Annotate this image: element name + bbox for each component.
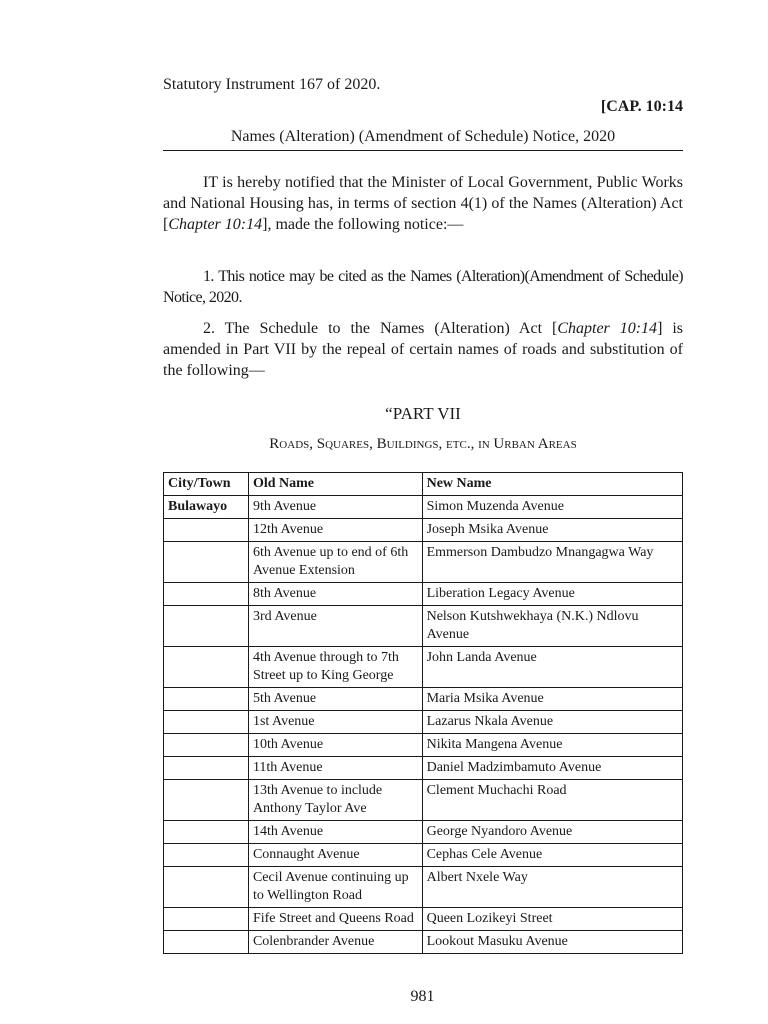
table-row: [164, 606, 683, 647]
cell-new-name: Joseph Msika Avenue: [422, 519, 682, 542]
cell-new-name: Liberation Legacy Avenue: [422, 583, 682, 606]
citation-text: 1. This notice may be cited as the Names (Alteration)(Amendment of Schedule) Notice, 2020.: [163, 268, 683, 306]
cell-old-name: Cecil Avenue continuing up to Wellington Road: [248, 867, 422, 908]
table-row: [164, 496, 683, 519]
header-old-name: Old Name: [248, 473, 422, 496]
cell-old-name: 5th Avenue: [248, 688, 422, 711]
table-row: [164, 821, 683, 844]
cell-new-name: Nikita Mangena Avenue: [422, 734, 682, 757]
table-row: [164, 647, 683, 688]
part-subheading: Roads, Squares, Buildings, etc., in Urban Areas: [269, 436, 577, 452]
header-city-town: City/Town: [164, 473, 249, 496]
table-row: [164, 780, 683, 821]
amendment-text-b: ] is amended in Part VII by the repeal of certain names of roads and substitution of the following—: [163, 320, 684, 379]
cell-city-town: [164, 780, 249, 821]
table-row: [164, 931, 683, 954]
cell-old-name: 3rd Avenue: [248, 606, 422, 647]
cell-city-town: [164, 647, 249, 688]
cell-new-name: Daniel Madzimbamuto Avenue: [422, 757, 682, 780]
cell-new-name: Queen Lozikeyi Street: [422, 908, 682, 931]
notice-title: Names (Alteration) (Amendment of Schedule) Notice, 2020: [230, 128, 616, 145]
cell-new-name: Emmerson Dambudzo Mnangagwa Way: [422, 542, 682, 583]
cell-new-name: John Landa Avenue: [422, 647, 682, 688]
table-row: [164, 542, 683, 583]
cell-old-name: Colenbrander Avenue: [248, 931, 422, 954]
amendment-chapter: Chapter 10:14: [557, 320, 658, 337]
cell-city-town: [164, 821, 249, 844]
cell-old-name: 12th Avenue: [248, 519, 422, 542]
preamble-chapter: Chapter 10:14: [168, 216, 263, 233]
table-header-row: [164, 473, 683, 496]
cell-city-town: [164, 734, 249, 757]
cell-new-name: Lookout Masuku Avenue: [422, 931, 682, 954]
cell-city-town: [164, 931, 249, 954]
cell-city-town: [164, 542, 249, 583]
paragraph-amendment: [163, 318, 683, 381]
cell-city-town: [164, 583, 249, 606]
table-row: [164, 867, 683, 908]
cell-city-town: Bulawayo: [164, 496, 249, 519]
cell-city-town: [164, 606, 249, 647]
table-row: [164, 734, 683, 757]
cell-old-name: Connaught Avenue: [248, 844, 422, 867]
header-new-name: New Name: [422, 473, 682, 496]
table-row: [164, 908, 683, 931]
table-row: [164, 519, 683, 542]
cell-new-name: Lazarus Nkala Avenue: [422, 711, 682, 734]
cell-old-name: 11th Avenue: [248, 757, 422, 780]
page-number: 981: [410, 988, 435, 1005]
cell-new-name: George Nyandoro Avenue: [422, 821, 682, 844]
table-row: [164, 583, 683, 606]
cell-old-name: 6th Avenue up to end of 6th Avenue Extension: [248, 542, 422, 583]
cell-new-name: Simon Muzenda Avenue: [422, 496, 682, 519]
title-rule: [163, 150, 683, 151]
instrument-number: Statutory Instrument 167 of 2020.: [163, 76, 381, 93]
cell-old-name: 8th Avenue: [248, 583, 422, 606]
cell-city-town: [164, 844, 249, 867]
preamble-text-b: ], made the following notice:—: [262, 216, 464, 233]
cell-city-town: [164, 711, 249, 734]
cell-old-name: 1st Avenue: [248, 711, 422, 734]
cell-city-town: [164, 519, 249, 542]
table-row: [164, 711, 683, 734]
cell-old-name: 14th Avenue: [248, 821, 422, 844]
cell-old-name: 4th Avenue through to 7th Street up to King George: [248, 647, 422, 688]
cell-old-name: 10th Avenue: [248, 734, 422, 757]
table-row: [164, 757, 683, 780]
cell-new-name: Cephas Cele Avenue: [422, 844, 682, 867]
paragraph-preamble: [163, 172, 683, 235]
chapter-reference: [CAP. 10:14: [600, 98, 683, 115]
part-heading: “PART VII: [385, 404, 461, 423]
cell-new-name: Albert Nxele Way: [422, 867, 682, 908]
amendment-text-a: 2. The Schedule to the Names (Alteration) Act [: [203, 320, 558, 337]
cell-old-name: Fife Street and Queens Road: [248, 908, 422, 931]
cell-old-name: 13th Avenue to include Anthony Taylor Ave: [248, 780, 422, 821]
cell-new-name: Nelson Kutshwekhaya (N.K.) Ndlovu Avenue: [422, 606, 682, 647]
cell-city-town: [164, 688, 249, 711]
cell-city-town: [164, 908, 249, 931]
cell-old-name: 9th Avenue: [248, 496, 422, 519]
table-body: [164, 496, 683, 954]
road-names-table: [163, 472, 683, 954]
paragraph-citation: [163, 266, 683, 308]
cell-city-town: [164, 757, 249, 780]
cell-new-name: Maria Msika Avenue: [422, 688, 682, 711]
table-row: [164, 844, 683, 867]
cell-city-town: [164, 867, 249, 908]
table-row: [164, 688, 683, 711]
cell-new-name: Clement Muchachi Road: [422, 780, 682, 821]
preamble-text-a: IT is hereby notified that the Minister of Local Government, Public Works and National Housing has, in terms of section 4(1) of the Names (Alteration) Act [: [163, 174, 683, 233]
